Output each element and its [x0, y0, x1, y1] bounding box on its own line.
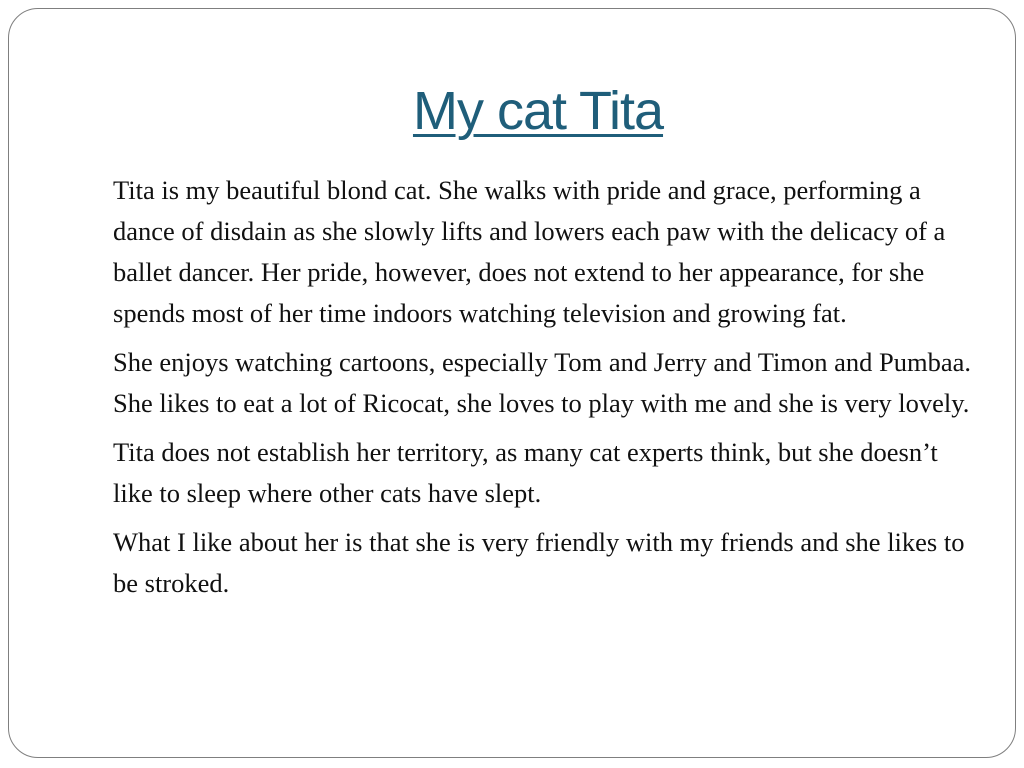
paragraph-1: Tita is my beautiful blond cat. She walks with pride and grace, performing a dance of disdain as she slowly lifts and lowers each paw with the delicacy of a ballet dancer. Her pride, however, does not extend to her appearance, for she spends most of her time indoors watching television and growing fat. — [113, 175, 946, 328]
slide-title: My cat Tita — [412, 81, 664, 141]
paragraph-4: What I like about her is that she is very friendly with my friends and she likes to be stroked. — [113, 527, 965, 598]
paragraph-3: Tita does not establish her territory, as many cat experts think, but she doesn’t like to sleep where other cats have slept. — [113, 437, 938, 508]
paragraph-2: She enjoys watching cartoons, especially Tom and Jerry and Timon and Pumbaa. She likes to eat a lot of Ricocat, she loves to play with me and she is very lovely. — [113, 347, 972, 418]
slide-body — [113, 170, 973, 612]
